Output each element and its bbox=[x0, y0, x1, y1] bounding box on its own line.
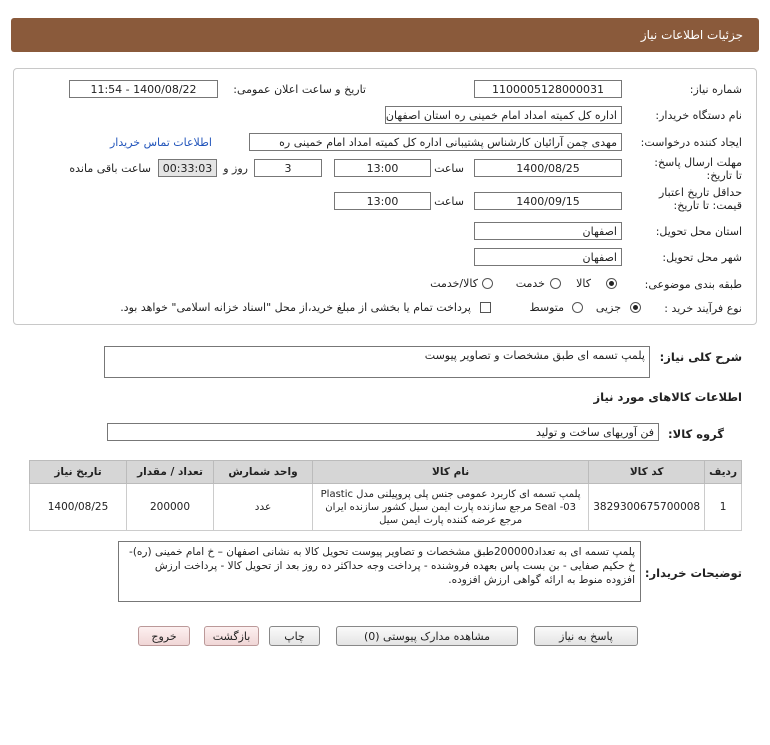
goods-group-field: فن آوریهای ساخت و تولید bbox=[107, 423, 659, 441]
row-code: 3829300675700008 bbox=[589, 484, 705, 531]
col-date: تاریخ نیاز bbox=[30, 461, 127, 484]
buyer-contact-link[interactable]: اطلاعات تماس خریدار bbox=[110, 136, 212, 149]
category-label: طبقه بندی موضوعی: bbox=[644, 278, 742, 291]
validity-time-label: ساعت bbox=[434, 195, 464, 208]
row-quantity: 200000 bbox=[127, 484, 214, 531]
category-option-goods: کالا bbox=[576, 277, 591, 290]
summary-field: پلمپ تسمه ای طبق مشخصات و تصاویر پیوست bbox=[104, 346, 650, 378]
goods-table bbox=[29, 460, 742, 531]
treasury-note: پرداخت تمام یا بخشی از مبلغ خرید،از محل "اسناد خزانه اسلامی" خواهد بود. bbox=[120, 301, 471, 314]
purchase-radio-minor[interactable] bbox=[630, 302, 641, 313]
need-number-field: 1100005128000031 bbox=[474, 80, 622, 98]
goods-section-title: اطلاعات کالاهای مورد نیاز bbox=[593, 390, 742, 404]
validity-label: حداقل تاریخ اعتبار قیمت: تا تاریخ: bbox=[658, 186, 742, 212]
remaining-label: ساعت باقی مانده bbox=[69, 162, 151, 175]
back-button[interactable]: بازگشت bbox=[204, 626, 259, 646]
category-radio-service[interactable] bbox=[550, 278, 561, 289]
exit-button[interactable]: خروج bbox=[138, 626, 190, 646]
purchase-radio-medium[interactable] bbox=[572, 302, 583, 313]
city-field: اصفهان bbox=[474, 248, 622, 266]
days-label: روز و bbox=[223, 162, 248, 175]
announce-label: تاریخ و ساعت اعلان عمومی: bbox=[233, 83, 366, 96]
need-number-label: شماره نیاز: bbox=[689, 83, 742, 96]
col-unit: واحد شمارش bbox=[214, 461, 313, 484]
buyer-org-label: نام دستگاه خریدار: bbox=[655, 109, 742, 122]
col-index: ردیف bbox=[705, 461, 742, 484]
category-radio-goods[interactable] bbox=[606, 278, 617, 289]
print-button[interactable]: چاپ bbox=[269, 626, 320, 646]
deadline-label: مهلت ارسال پاسخ: تا تاریخ: bbox=[654, 156, 742, 182]
city-label: شهر محل تحویل: bbox=[662, 251, 742, 264]
buyer-org-field: اداره کل کمیته امداد امام خمینی ره استان اصفهان bbox=[385, 106, 622, 124]
goods-group-label: گروه کالا: bbox=[668, 427, 724, 441]
province-field: اصفهان bbox=[474, 222, 622, 240]
summary-label: شرح کلی نیاز: bbox=[659, 350, 742, 364]
announce-field: 1400/08/22 - 11:54 bbox=[69, 80, 218, 98]
row-unit: عدد bbox=[214, 484, 313, 531]
col-name: نام کالا bbox=[313, 461, 589, 484]
page-header bbox=[11, 18, 759, 52]
creator-field: مهدی چمن آرائیان کارشناس پشتیبانی اداره کل کمیته امداد امام خمینی ره bbox=[249, 133, 622, 151]
buyer-notes-label: توضیحات خریدار: bbox=[644, 566, 742, 580]
row-name: پلمپ تسمه ای کاربرد عمومی جنس پلی پروپیلنی مدل Plastic Seal -03 مرجع سازنده پارت ایمن سیل کشور سازنده ایران مرجع عرضه کننده پارت ایمن سیل bbox=[313, 484, 589, 531]
deadline-time-label: ساعت bbox=[434, 162, 464, 175]
creator-label: ایجاد کننده درخواست: bbox=[640, 136, 742, 149]
purchase-type-label: نوع فرآیند خرید : bbox=[664, 302, 742, 315]
col-quantity: تعداد / مقدار bbox=[127, 461, 214, 484]
row-index: 1 bbox=[705, 484, 742, 531]
purchase-option-minor: جزیی bbox=[595, 301, 621, 314]
deadline-time-field: 13:00 bbox=[334, 159, 431, 177]
goods-table-header bbox=[30, 461, 742, 484]
category-option-both: کالا/خدمت bbox=[430, 277, 478, 290]
validity-time-field: 13:00 bbox=[334, 192, 431, 210]
province-label: استان محل تحویل: bbox=[655, 225, 742, 238]
deadline-date-field: 1400/08/25 bbox=[474, 159, 622, 177]
remaining-time-field: 00:33:03 bbox=[158, 159, 217, 177]
page-title: جزئیات اطلاعات نیاز bbox=[640, 28, 743, 42]
table-row bbox=[30, 484, 742, 531]
buyer-notes-field: پلمپ تسمه ای به تعداد200000طبق مشخصات و تصاویر پیوست تحویل کالا به نشانی اصفهان – خ امام خمینی (ره)- خ حکیم صفایی - بن بست پاس بعهده فروشنده - پرداخت وجه حداکثر ده روز بعد از تحویل کالا - پرداخت ارزش افزوده منوط به ارائه گواهی ارزش افزوده. bbox=[118, 541, 641, 602]
col-code: کد کالا bbox=[589, 461, 705, 484]
category-radio-both[interactable] bbox=[482, 278, 493, 289]
treasury-checkbox[interactable] bbox=[480, 302, 491, 313]
validity-date-field: 1400/09/15 bbox=[474, 192, 622, 210]
attachments-button[interactable]: مشاهده مدارک پیوستی (0) bbox=[336, 626, 518, 646]
days-field: 3 bbox=[254, 159, 322, 177]
category-option-service: خدمت bbox=[515, 277, 545, 290]
row-date: 1400/08/25 bbox=[30, 484, 127, 531]
purchase-option-medium: متوسط bbox=[529, 301, 564, 314]
reply-button[interactable]: پاسخ به نیاز bbox=[534, 626, 638, 646]
